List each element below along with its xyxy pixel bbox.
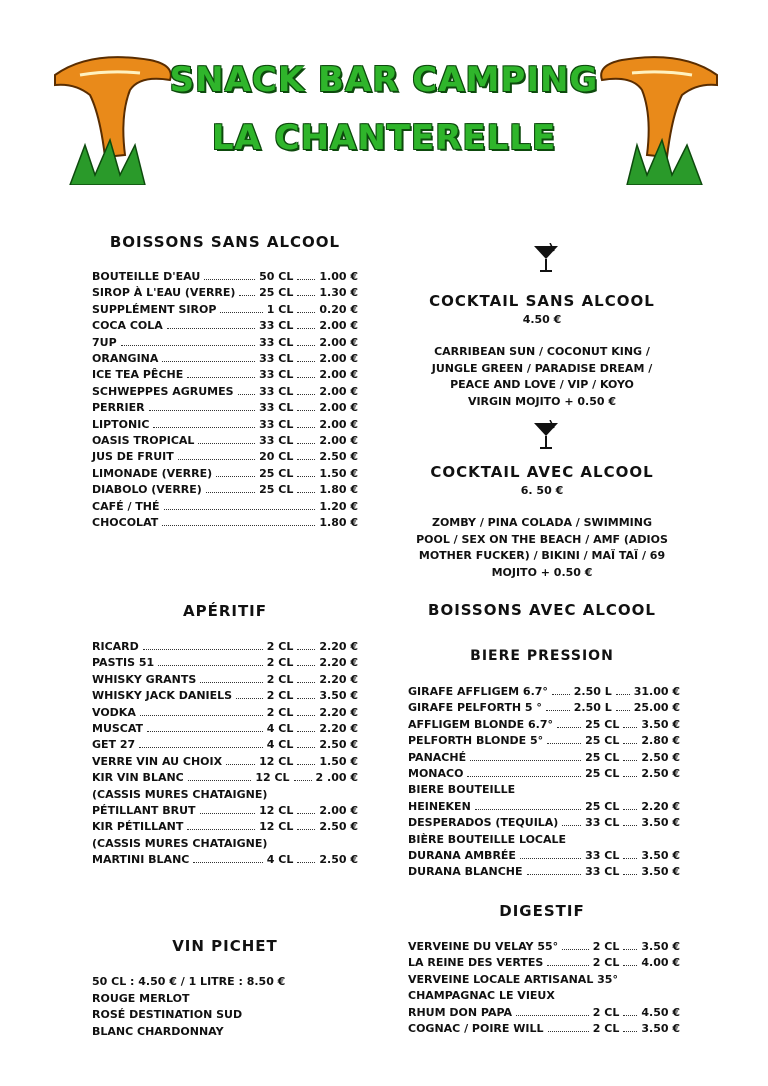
menu-item-quantity: 33 CL: [259, 319, 294, 333]
menu-item-name: COGNAC / POIRE WILL: [408, 1022, 544, 1035]
menu-item-name: WHISKY GRANTS: [92, 672, 197, 686]
menu-item-quantity: 20 CL: [259, 450, 294, 464]
menu-item-name: AFFLIGEM BLONDE 6.7°: [408, 717, 553, 731]
leader-dots: [297, 427, 315, 428]
menu-item-price: 2.20 €: [641, 799, 680, 813]
leader-dots: [162, 525, 315, 526]
menu-item-price: 3.50 €: [641, 816, 680, 830]
leader-dots: [206, 492, 255, 493]
menu-item-price: 3.50 €: [641, 849, 680, 862]
menu-item-name: BOUTEILLE D'EAU: [92, 270, 201, 283]
vin-line: ROSÉ DESTINATION SUD: [92, 1008, 243, 1021]
menu-item-quantity: 33 CL: [259, 417, 294, 431]
menu-item-name: ORANGINA: [92, 352, 159, 365]
menu-item-name: DIABOLO (VERRE): [92, 483, 202, 497]
leader-dots: [226, 764, 255, 765]
menu-item-price: 1.00 €: [319, 270, 358, 283]
menu-item-quantity: 2 CL: [266, 640, 294, 653]
cocktail-line: MOTHER FUCKER) / BIKINI / MAÏ TAÏ / 69: [418, 549, 666, 562]
leader-dots: [623, 825, 637, 826]
menu-item-price: 1.30 €: [319, 286, 358, 300]
menu-item-row: [92, 654, 358, 670]
menu-item-name: KIR PÉTILLANT: [92, 820, 184, 834]
menu-item-row: [92, 720, 358, 736]
menu-item-price: 1.20 €: [319, 499, 358, 513]
menu-item-name: LIPTONIC: [92, 417, 150, 431]
menu-item-row: [92, 481, 358, 497]
menu-item-name: VODKA: [92, 705, 136, 719]
menu-item-name: PÉTILLANT BRUT: [92, 804, 196, 817]
menu-item-price: 2.50 €: [641, 750, 680, 764]
menu-item-name: MONACO: [408, 767, 464, 780]
leader-dots: [467, 776, 581, 777]
menu-item-quantity: 33 CL: [259, 352, 294, 365]
menu-item-row: [92, 350, 358, 366]
cocktail-glass-icon: [532, 243, 560, 273]
menu-item-name: LA REINE DES VERTES: [408, 956, 544, 970]
menu-item-name: GIRAFE AFFLIGEM 6.7°: [408, 685, 548, 698]
leader-dots: [140, 715, 263, 716]
menu-item-name: BIERE BOUTEILLE: [408, 783, 516, 797]
menu-item-name: VERRE VIN AU CHOIX: [92, 754, 223, 768]
leader-dots: [297, 715, 315, 716]
menu-item-row: [408, 987, 680, 1003]
menu-item-price: 2.00 €: [319, 368, 358, 382]
leader-dots: [297, 377, 315, 378]
menu-item-price: 25.00 €: [633, 701, 680, 715]
menu-item-row: [92, 638, 358, 654]
menu-item-name: COCA COLA: [92, 319, 163, 333]
menu-item-row: [92, 736, 358, 752]
menu-item-price: 2.50 €: [319, 450, 358, 464]
menu-item-quantity: 33 CL: [259, 368, 294, 382]
leader-dots: [297, 361, 315, 362]
menu-item-price: 2.50 €: [319, 820, 358, 834]
menu-item-row: [408, 732, 680, 748]
cocktail-avec-list: [400, 515, 684, 581]
menu-item-quantity: 2 CL: [592, 940, 620, 953]
menu-item-price: 2 .00 €: [315, 771, 358, 785]
menu-item-row: [92, 432, 358, 448]
menu-item-price: 3.50 €: [641, 865, 680, 879]
vin-line: 50 CL : 4.50 € / 1 LITRE : 8.50 €: [92, 975, 286, 988]
menu-item-name: KIR VIN BLANC: [92, 771, 184, 785]
menu-item-name: (CASSIS MURES CHATAIGNE): [92, 787, 268, 801]
menu-item-name: MARTINI BLANC: [92, 853, 190, 867]
leader-dots: [297, 459, 315, 460]
menu-item-name: JUS DE FRUIT: [92, 450, 174, 464]
leader-dots: [121, 345, 255, 346]
menu-item-price: 3.50 €: [641, 940, 680, 953]
menu-item-price: 2.50 €: [641, 767, 680, 780]
leader-dots: [623, 949, 637, 950]
leader-dots: [297, 682, 315, 683]
menu-item-name: MUSCAT: [92, 722, 144, 735]
leader-dots: [239, 295, 255, 296]
menu-item-name: DESPERADOS (TEQUILA): [408, 816, 559, 830]
menu-item-price: 2.00 €: [319, 804, 358, 817]
leader-dots: [149, 410, 256, 411]
menu-item-row: [92, 317, 358, 333]
menu-item-row: [408, 798, 680, 814]
cocktail-line: JUNGLE GREEN / PARADISE DREAM /: [431, 361, 653, 375]
leader-dots: [220, 312, 262, 313]
leader-dots: [164, 509, 316, 510]
menu-item-row: [92, 514, 358, 530]
leader-dots: [547, 743, 581, 744]
cocktail-line: ZOMBY / PINA COLADA / SWIMMING: [431, 516, 653, 529]
menu-item-name: CHOCOLAT: [92, 516, 159, 529]
leader-dots: [548, 1031, 589, 1032]
menu-item-row: [92, 753, 358, 769]
section-heading-digestif: DIGESTIF: [499, 902, 585, 920]
cocktail-line: POOL / SEX ON THE BEACH / AMF (ADIOS: [416, 532, 668, 546]
menu-item-quantity: 2 CL: [266, 656, 294, 670]
menu-item-quantity: 33 CL: [259, 434, 294, 447]
leader-dots: [297, 279, 315, 280]
leader-dots: [147, 731, 263, 732]
menu-item-price: 2.20 €: [319, 656, 358, 670]
leader-dots: [520, 858, 581, 859]
leader-dots: [623, 776, 637, 777]
menu-item-quantity: 25 CL: [259, 286, 294, 300]
menu-item-quantity: 2 CL: [266, 672, 294, 686]
leader-dots: [139, 747, 263, 748]
menu-item-quantity: 33 CL: [259, 401, 294, 415]
leader-dots: [188, 780, 252, 781]
leader-dots: [216, 476, 255, 477]
vin-line: ROUGE MERLOT: [92, 992, 190, 1005]
leader-dots: [143, 649, 263, 650]
menu-item-row: [408, 814, 680, 830]
menu-item-quantity: 1 CL: [266, 302, 294, 316]
menu-item-quantity: 33 CL: [585, 816, 620, 830]
menu-item-quantity: 12 CL: [259, 804, 294, 817]
leader-dots: [297, 665, 315, 666]
leader-dots: [623, 874, 637, 875]
menu-item-name: GET 27: [92, 738, 136, 752]
menu-item-name: LIMONADE (VERRE): [92, 466, 213, 480]
menu-item-row: [408, 716, 680, 732]
menu-item-row: [92, 366, 358, 382]
menu-item-row: [92, 399, 358, 415]
menu-item-price: 2.00 €: [319, 335, 358, 349]
leader-dots: [297, 829, 315, 830]
leader-dots: [297, 312, 315, 313]
cocktail-avec-price: 6. 50 €: [520, 484, 564, 497]
menu-item-quantity: 25 CL: [585, 767, 620, 780]
section-heading-alcool: BOISSONS AVEC ALCOOL: [428, 601, 656, 619]
leader-dots: [158, 665, 263, 666]
leader-dots: [623, 965, 637, 966]
menu-item-row: [92, 769, 358, 785]
cocktail-line: MOJITO + 0.50 €: [491, 565, 593, 579]
leader-dots: [204, 279, 255, 280]
page-subtitle: LA CHANTERELLE: [211, 118, 557, 158]
leader-dots: [623, 743, 637, 744]
leader-dots: [162, 361, 255, 362]
menu-item-price: 2.20 €: [319, 722, 358, 735]
leader-dots: [470, 760, 581, 761]
menu-item-row: [92, 383, 358, 399]
menu-item-row: [92, 818, 358, 834]
menu-item-name: VERVEINE LOCALE ARTISANAL 35°: [408, 972, 618, 986]
leader-dots: [200, 813, 256, 814]
menu-item-price: 2.20 €: [319, 672, 358, 686]
menu-item-row: [408, 699, 680, 715]
menu-item-name: RHUM DON PAPA: [408, 1005, 513, 1019]
menu-item-quantity: 2.50 L: [573, 685, 612, 698]
menu-item-row: [92, 851, 358, 867]
leader-dots: [623, 1031, 637, 1032]
menu-item-name: SUPPLÉMENT SIROP: [92, 302, 217, 316]
menu-item-price: 4.00 €: [641, 956, 680, 970]
leader-dots: [297, 698, 315, 699]
menu-item-row: [92, 786, 358, 802]
leader-dots: [178, 459, 255, 460]
menu-item-name: BIÈRE BOUTEILLE LOCALE: [408, 832, 567, 846]
menu-item-price: 31.00 €: [633, 685, 680, 698]
leader-dots: [297, 862, 315, 863]
leader-dots: [616, 710, 630, 711]
menu-item-quantity: 33 CL: [259, 384, 294, 398]
leader-dots: [297, 328, 315, 329]
menu-item-price: 2.00 €: [319, 352, 358, 365]
menu-item-row: [92, 465, 358, 481]
leader-dots: [187, 829, 255, 830]
menu-item-name: GIRAFE PELFORTH 5 °: [408, 701, 542, 715]
menu-item-quantity: 25 CL: [259, 466, 294, 480]
cocktail-sans-price: 4.50 €: [522, 313, 562, 326]
menu-item-name: CHAMPAGNAC LE VIEUX: [408, 989, 555, 1003]
menu-item-price: 1.50 €: [319, 466, 358, 480]
menu-item-name: PASTIS 51: [92, 656, 155, 670]
menu-item-price: 3.50 €: [641, 1022, 680, 1035]
cocktail-sans-list: [400, 344, 684, 410]
leader-dots: [623, 1015, 637, 1016]
menu-item-quantity: 2 CL: [592, 1022, 620, 1035]
leader-dots: [297, 747, 315, 748]
leader-dots: [297, 394, 315, 395]
menu-item-quantity: 4 CL: [266, 853, 294, 867]
menu-item-row: [408, 683, 680, 699]
menu-item-price: 2.00 €: [319, 401, 358, 415]
menu-item-row: [92, 301, 358, 317]
menu-item-price: 2.20 €: [319, 640, 358, 653]
leader-dots: [187, 377, 255, 378]
leader-dots: [297, 443, 315, 444]
page-title: SNACK BAR CAMPING: [169, 60, 599, 100]
leader-dots: [297, 492, 315, 493]
menu-item-name: HEINEKEN: [408, 799, 471, 813]
cocktail-line: VIRGIN MOJITO + 0.50 €: [467, 394, 617, 408]
leader-dots: [297, 764, 315, 765]
leader-dots: [297, 295, 315, 296]
menu-item-price: 2.00 €: [319, 417, 358, 431]
menu-item-price: 2.50 €: [319, 853, 358, 867]
menu-item-name: PANACHÉ: [408, 750, 467, 764]
menu-item-quantity: 33 CL: [585, 865, 620, 879]
leader-dots: [557, 727, 581, 728]
menu-item-row: [92, 284, 358, 300]
menu-item-price: 2.80 €: [641, 734, 680, 748]
menu-item-name: PELFORTH BLONDE 5°: [408, 734, 544, 748]
menu-item-name: VERVEINE DU VELAY 55°: [408, 940, 559, 953]
menu-item-row: [408, 847, 680, 863]
leader-dots: [297, 813, 315, 814]
vin-line: BLANC CHARDONNAY: [92, 1025, 224, 1038]
menu-item-price: 3.50 €: [319, 689, 358, 703]
section-heading-aperitif: APÉRITIF: [182, 602, 268, 620]
menu-item-name: PERRIER: [92, 401, 145, 415]
menu-item-price: 2.00 €: [319, 319, 358, 333]
menu-item-quantity: 4 CL: [266, 738, 294, 752]
leader-dots: [546, 710, 570, 711]
menu-item-name: ICE TEA PÊCHE: [92, 368, 184, 382]
menu-item-row: [408, 1020, 680, 1036]
menu-item-quantity: 33 CL: [585, 849, 620, 862]
leader-dots: [200, 682, 262, 683]
leader-dots: [297, 649, 315, 650]
leader-dots: [562, 825, 581, 826]
menu-item-name: (CASSIS MURES CHATAIGNE): [92, 836, 268, 850]
menu-item-quantity: 2 CL: [266, 705, 294, 719]
menu-item-row: [408, 863, 680, 879]
menu-item-quantity: 50 CL: [259, 270, 294, 283]
leader-dots: [616, 694, 630, 695]
menu-item-name: SCHWEPPES AGRUMES: [92, 384, 234, 398]
menu-item-row: [92, 671, 358, 687]
section-heading-vin: VIN PICHET: [172, 937, 278, 955]
subsection-heading-biere: BIERE PRESSION: [470, 648, 614, 664]
leader-dots: [552, 694, 570, 695]
menu-item-quantity: 25 CL: [585, 750, 620, 764]
menu-item-quantity: 33 CL: [259, 335, 294, 349]
menu-item-quantity: 2 CL: [592, 956, 620, 970]
leader-dots: [236, 698, 263, 699]
menu-item-row: [408, 781, 680, 797]
cocktail-line: PEACE AND LOVE / VIP / KOYO: [450, 378, 634, 391]
menu-item-row: [92, 835, 358, 851]
menu-item-quantity: 4 CL: [266, 722, 294, 735]
leader-dots: [623, 858, 637, 859]
leader-dots: [623, 727, 637, 728]
menu-item-name: CAFÉ / THÉ: [92, 499, 160, 513]
leader-dots: [294, 780, 312, 781]
menu-item-name: DURANA AMBRÉE: [408, 849, 516, 862]
leader-dots: [297, 410, 315, 411]
menu-item-price: 2.00 €: [319, 434, 358, 447]
menu-item-quantity: 25 CL: [585, 717, 620, 731]
leader-dots: [297, 731, 315, 732]
menu-item-price: 2.20 €: [319, 705, 358, 719]
leader-dots: [516, 1015, 589, 1016]
menu-item-quantity: 2 CL: [266, 689, 294, 703]
menu-item-price: 2.00 €: [319, 384, 358, 398]
leader-dots: [562, 949, 589, 950]
menu-item-quantity: 2.50 L: [573, 701, 612, 715]
menu-item-row: [92, 802, 358, 818]
menu-item-quantity: 12 CL: [255, 771, 290, 785]
leader-dots: [297, 345, 315, 346]
menu-item-price: 1.80 €: [319, 483, 358, 497]
menu-item-row: [92, 334, 358, 350]
leader-dots: [167, 328, 255, 329]
menu-item-price: 1.50 €: [319, 754, 358, 768]
section-heading-soft: BOISSONS SANS ALCOOL: [109, 233, 341, 251]
leader-dots: [623, 809, 637, 810]
menu-item-row: [92, 448, 358, 464]
menu-item-row: [408, 971, 680, 987]
menu-item-name: WHISKY JACK DANIELS: [92, 689, 233, 703]
menu-item-quantity: 25 CL: [585, 734, 620, 748]
menu-item-price: 4.50 €: [641, 1005, 680, 1019]
menu-item-name: 7UP: [92, 335, 117, 349]
leader-dots: [475, 809, 581, 810]
menu-item-row: [408, 765, 680, 781]
leader-dots: [527, 874, 582, 875]
cocktail-line: CARRIBEAN SUN / COCONUT KING /: [434, 345, 650, 358]
menu-item-price: 2.50 €: [319, 738, 358, 752]
menu-item-price: 1.80 €: [319, 516, 358, 529]
menu-item-name: SIROP À L'EAU (VERRE): [92, 286, 236, 300]
menu-item-row: [92, 687, 358, 703]
menu-item-quantity: 25 CL: [585, 799, 620, 813]
menu-item-row: [92, 268, 358, 284]
menu-item-quantity: 12 CL: [259, 754, 294, 768]
leader-dots: [297, 476, 315, 477]
leader-dots: [153, 427, 255, 428]
menu-item-price: 0.20 €: [319, 302, 358, 316]
menu-item-row: [92, 416, 358, 432]
section-heading-cocktail-sans: COCKTAIL SANS ALCOOL: [429, 292, 655, 310]
leader-dots: [547, 965, 588, 966]
leader-dots: [193, 862, 262, 863]
menu-item-row: [408, 831, 680, 847]
menu-item-row: [92, 498, 358, 514]
section-heading-cocktail-avec: COCKTAIL AVEC ALCOOL: [430, 463, 654, 481]
leader-dots: [238, 394, 256, 395]
leader-dots: [623, 760, 637, 761]
leader-dots: [198, 443, 255, 444]
menu-item-price: 3.50 €: [641, 717, 680, 731]
menu-item-quantity: 2 CL: [592, 1005, 620, 1019]
menu-item-quantity: 12 CL: [259, 820, 294, 834]
menu-item-row: [408, 954, 680, 970]
menu-item-row: [92, 704, 358, 720]
menu-item-name: OASIS TROPICAL: [92, 434, 195, 447]
menu-item-quantity: 25 CL: [259, 483, 294, 497]
menu-item-row: [408, 749, 680, 765]
menu-item-row: [408, 1004, 680, 1020]
menu-item-name: DURANA BLANCHE: [408, 865, 523, 879]
menu-item-row: [408, 938, 680, 954]
cocktail-glass-icon: [532, 420, 560, 450]
menu-item-name: RICARD: [92, 640, 139, 653]
